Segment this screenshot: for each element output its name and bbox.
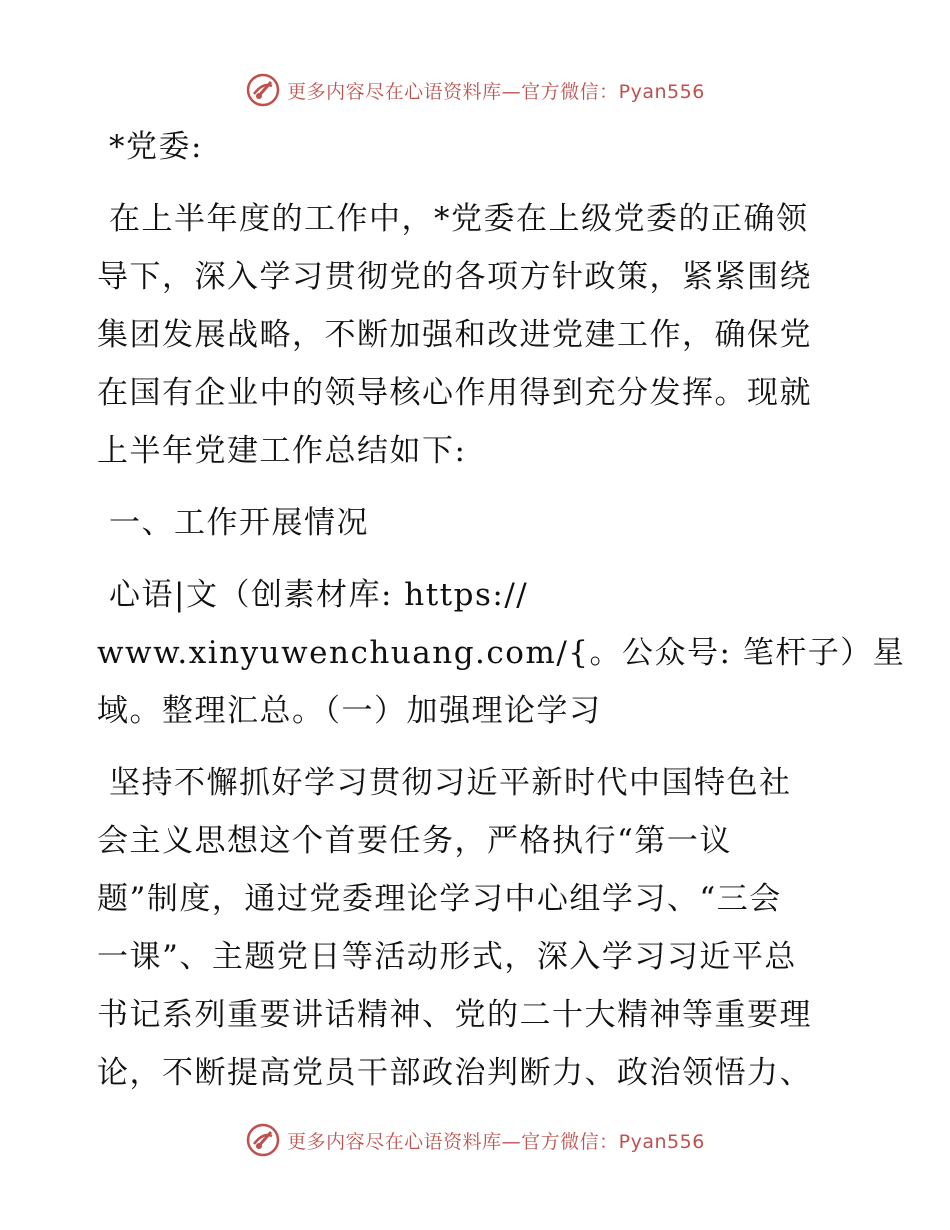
paragraph-line: 导下，深入学习贯彻党的各项方针政策，紧紧围绕 <box>97 259 812 295</box>
paragraph-line: 书记系列重要讲话精神、党的二十大精神等重要理 <box>97 997 812 1033</box>
section-heading: 一、工作开展情况 <box>109 505 369 541</box>
paragraph-line: 会主义思想这个首要任务，严格执行“第一议 <box>97 823 732 859</box>
paragraph-line: 上半年党建工作总结如下: <box>97 433 467 469</box>
paragraph-line: 论，不断提高党员干部政治判断力、政治领悟力、 <box>97 1055 812 1091</box>
paragraph-line: 在上半年度的工作中，*党委在上级党委的正确领 <box>109 201 809 237</box>
book-quill-logo-icon <box>245 1122 281 1158</box>
paragraph-line: 集团发展战略，不断加强和改进党建工作，确保党 <box>97 317 812 353</box>
paragraph-line: 坚持不懈抓好学习贯彻习近平新时代中国特色社 <box>109 765 792 801</box>
paragraph-line: www.xinyuwenchuang.com/{。公众号: 笔杆子）星 <box>97 635 906 671</box>
paragraph-line: 心语|文（创素材库: https:// <box>109 577 529 613</box>
header-watermark <box>0 70 950 110</box>
paragraph-line: 域。整理汇总。（一）加强理论学习 <box>97 693 602 729</box>
watermark-text: 更多内容尽在心语资料库—官方微信：Pyan556 <box>287 1130 705 1153</box>
paragraph-line: 一课”、主题党日等活动形式，深入学习习近平总 <box>97 939 797 975</box>
watermark-text: 更多内容尽在心语资料库—官方微信：Pyan556 <box>287 80 705 103</box>
paragraph-line: 在国有企业中的领导核心作用得到充分发挥。现就 <box>97 375 812 411</box>
intro-paragraph <box>97 190 857 480</box>
footer-watermark <box>0 1120 950 1160</box>
paragraph-line: 题”制度，通过党委理论学习中心组学习、“三会 <box>97 881 782 917</box>
document-body <box>97 118 906 1102</box>
salutation: *党委: <box>109 129 203 165</box>
source-paragraph <box>97 566 906 740</box>
book-quill-logo-icon <box>245 72 281 108</box>
study-paragraph <box>97 754 857 1102</box>
